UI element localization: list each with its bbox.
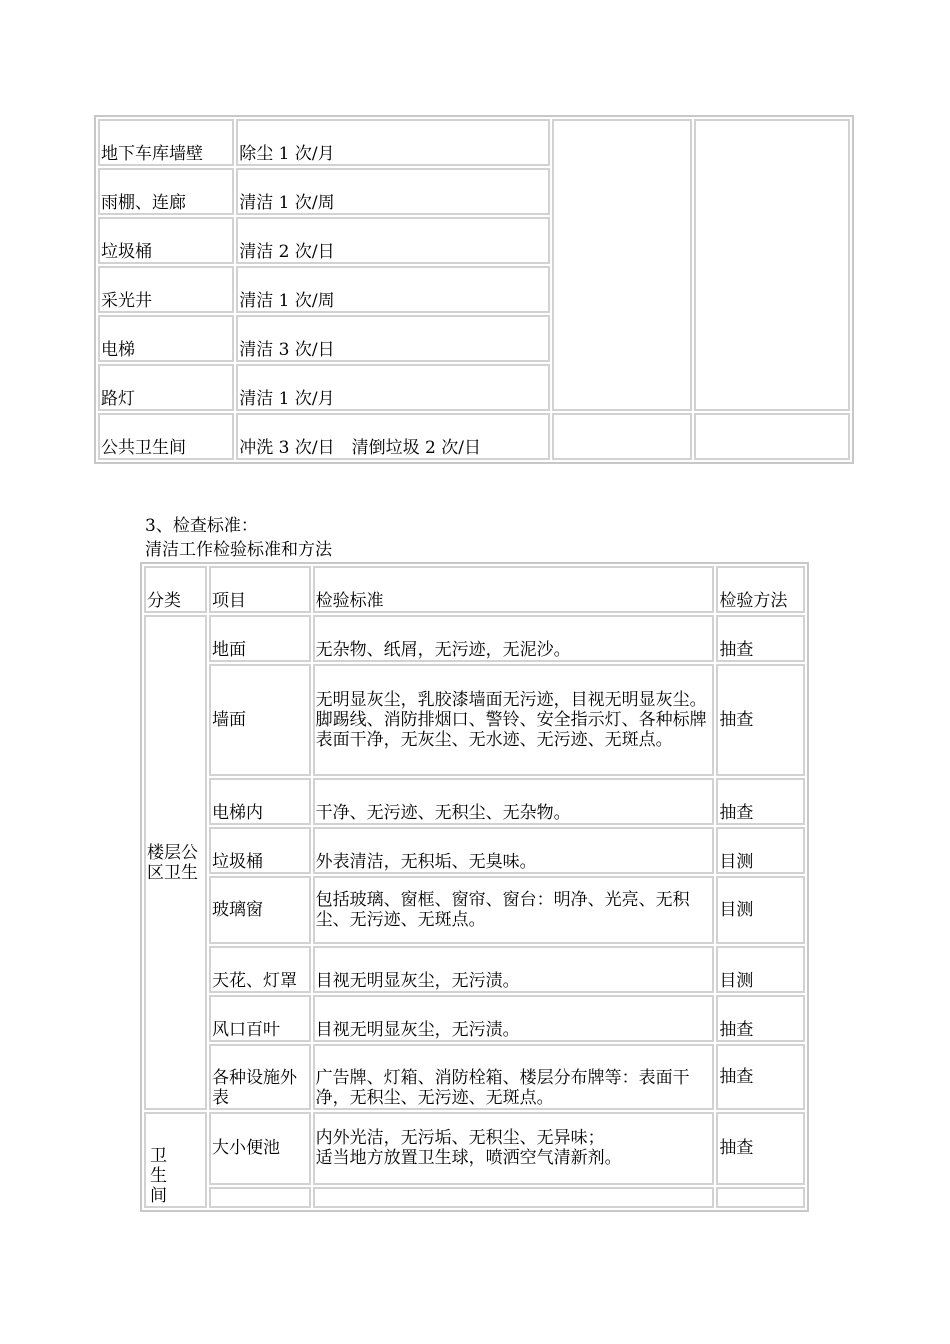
item-cell: 雨棚、连廊 (98, 168, 234, 215)
header-row (144, 566, 805, 613)
method-cell: 目测 (716, 946, 805, 993)
section-subtitle: 清洁工作检验标准和方法 (145, 540, 332, 560)
standard-cell: 目视无明显灰尘，无污渍。 (313, 995, 715, 1042)
table-row (144, 664, 805, 776)
item-cell: 风口百叶 (209, 995, 311, 1042)
table-row (144, 876, 805, 944)
standard-line: 适当地方放置卫生球，喷洒空气清新剂。 (315, 1148, 622, 1169)
item-cell: 路灯 (98, 364, 234, 411)
item-cell: 垃圾桶 (98, 217, 234, 264)
frequency-cell: 除尘 1 次/月 (236, 119, 550, 166)
empty-cell (209, 1187, 311, 1208)
header-method: 检验方法 (716, 566, 805, 613)
frequency-cell: 清洁 1 次/月 (236, 364, 550, 411)
item-cell: 采光井 (98, 266, 234, 313)
table-row (144, 995, 805, 1042)
header-standard: 检验标准 (313, 566, 715, 613)
table-row (144, 1112, 805, 1185)
inspection-standards-table (140, 562, 809, 1212)
item-cell: 公共卫生间 (98, 413, 234, 460)
table-row (144, 615, 805, 662)
empty-cell (694, 413, 850, 460)
item-cell: 电梯内 (209, 778, 311, 825)
method-cell: 抽查 (716, 1112, 805, 1185)
category-cell: 楼层公区卫生 (144, 615, 207, 1110)
method-cell: 抽查 (716, 615, 805, 662)
standard-cell: 包括玻璃、窗框、窗帘、窗台：明净、光亮、无积尘、无污迹、无斑点。 (313, 876, 715, 944)
table-row (144, 1187, 805, 1208)
header-category: 分类 (144, 566, 207, 613)
standard-cell: 干净、无污迹、无积尘、无杂物。 (313, 778, 715, 825)
table-row (98, 119, 850, 166)
standard-cell: 无杂物、纸屑，无污迹，无泥沙。 (313, 615, 715, 662)
table-row (98, 413, 850, 460)
section-title: 3、检查标准： (145, 516, 258, 536)
empty-cell (552, 119, 691, 411)
method-cell: 抽查 (716, 664, 805, 776)
table-row (144, 827, 805, 874)
frequency-cell: 清洁 1 次/周 (236, 266, 550, 313)
standard-cell (313, 1112, 715, 1185)
item-cell: 墙面 (209, 664, 311, 776)
item-cell: 地面 (209, 615, 311, 662)
standard-cell: 外表清洁，无积垢、无臭味。 (313, 827, 715, 874)
item-cell: 电梯 (98, 315, 234, 362)
item-cell: 玻璃窗 (209, 876, 311, 944)
category-cell: 卫生间 (144, 1112, 207, 1208)
standard-cell: 广告牌、灯箱、消防栓箱、楼层分布牌等：表面干净，无积尘、无污迹、无斑点。 (313, 1044, 715, 1110)
empty-cell (716, 1187, 805, 1208)
item-cell: 垃圾桶 (209, 827, 311, 874)
method-cell: 抽查 (716, 1044, 805, 1110)
method-cell: 目测 (716, 827, 805, 874)
frequency-cell: 清洁 2 次/日 (236, 217, 550, 264)
method-cell: 目测 (716, 876, 805, 944)
standard-line: 脚踢线、消防排烟口、警铃、安全指示灯、各种标牌表面干净，无灰尘、无水迹、无污迹、无斑点。 (315, 710, 707, 750)
item-cell: 天花、灯罩 (209, 946, 311, 993)
method-cell: 抽查 (716, 995, 805, 1042)
item-cell: 大小便池 (209, 1112, 311, 1185)
frequency-cell: 清洁 1 次/周 (236, 168, 550, 215)
frequency-cell: 清洁 3 次/日 (236, 315, 550, 362)
table-row (144, 1044, 805, 1110)
table-row (144, 778, 805, 825)
empty-cell (313, 1187, 715, 1208)
standard-cell (313, 664, 715, 776)
empty-cell (552, 413, 691, 460)
cleaning-frequency-table (94, 115, 854, 464)
empty-cell (694, 119, 850, 411)
table-row (144, 946, 805, 993)
standard-cell: 目视无明显灰尘，无污渍。 (313, 946, 715, 993)
item-cell: 各种设施外表 (209, 1044, 311, 1110)
header-item: 项目 (209, 566, 311, 613)
frequency-cell: 冲洗 3 次/日 清倒垃圾 2 次/日 (236, 413, 550, 460)
standard-line: 无明显灰尘，乳胶漆墙面无污迹，目视无明显灰尘。 (315, 690, 707, 710)
item-cell: 地下车库墙壁 (98, 119, 234, 166)
standard-line: 内外光洁，无污垢、无积尘、无异味； (315, 1128, 605, 1149)
method-cell: 抽查 (716, 778, 805, 825)
